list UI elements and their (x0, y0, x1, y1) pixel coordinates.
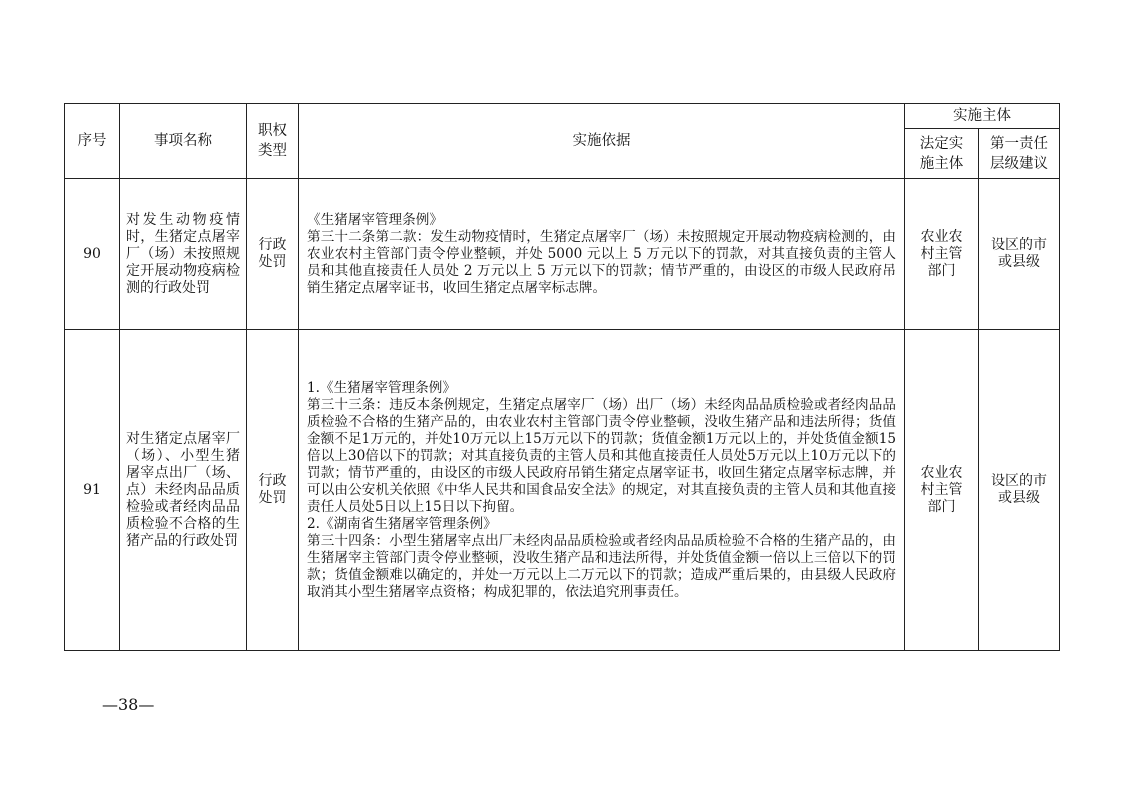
row-item-name: 对生猪定点屠宰厂（场）、小型生猪屠宰点出厂（场、点）未经肉品品质检验或者经肉品品质检验不合格的生猪产品的行政处罚 (120, 330, 247, 651)
header-subject: 实施主体 (905, 104, 1060, 129)
row-basis: 1.《生猪屠宰管理条例》 第三十三条：违反本条例规定，生猪定点屠宰厂（场）出厂（场）未经肉品品质检验或者经肉品品质检验不合格的生猪产品的，由农业农村主管部门责令停业整顿，没收生猪产品和违法所得；货值金额不足1万元的，并处10万元以上15万元以下的罚款；货值金额1万元以上的，并处货值金额15倍以上30倍以下的罚款；对其直接负责的主管人员和其他直接责任人员处5万元以上10万元以下的罚款；情节严重的，由设区的市级人民政府吊销生猪定点屠宰证书，收回生猪定点屠宰标志牌，并可以由公安机关依照《中华人民共和国食品安全法》的规定，对其直接负责的主管人员和其他直接责任人员处5日以上15日以下拘留。 2.《湖南省生猪屠宰管理条例》 第三十四条：小型生猪屠宰点出厂未经肉品品质检验或者经肉品品质检验不合格的生猪产品的，由生猪屠宰主管部门责令停业整顿，没收生猪产品和违法所得，并处货值金额一倍以上三倍以下的罚款；货值金额难以确定的，并处一万元以上二万元以下的罚款；造成严重后果的，由县级人民政府取消其小型生猪屠宰点资格；构成犯罪的，依法追究刑事责任。 (299, 330, 905, 651)
row-item-name: 对发生动物疫情时，生猪定点屠宰厂（场）未按照规定开展动物疫病检测的行政处罚 (120, 179, 247, 330)
header-basis: 实施依据 (299, 104, 905, 179)
row-legal-subject: 农业农 村主管 部门 (905, 330, 979, 651)
row-type: 行政 处罚 (247, 330, 299, 651)
header-first-level: 第一责任 层级建议 (979, 129, 1060, 179)
table-row (65, 179, 1060, 330)
header-seq: 序号 (65, 104, 120, 179)
header-legal-subject: 法定实 施主体 (905, 129, 979, 179)
header-type: 职权 类型 (247, 104, 299, 179)
header-name: 事项名称 (120, 104, 247, 179)
row-seq: 90 (65, 179, 120, 330)
row-seq: 91 (65, 330, 120, 651)
row-basis: 《生猪屠宰管理条例》 第三十二条第二款：发生动物疫情时，生猪定点屠宰厂（场）未按照规定开展动物疫病检测的，由农业农村主管部门责令停业整顿，并处 5000 元以上 5 万元以下的罚款，对其直接负责的主管人员和其他直接责任人员处 2 万元以上 5 万元以下的罚款；情节严重的，由设区的市级人民政府吊销生猪定点屠宰证书，收回生猪定点屠宰标志牌。 (299, 179, 905, 330)
authority-table (64, 103, 1060, 651)
row-type: 行政 处罚 (247, 179, 299, 330)
page-number: —38— (102, 695, 155, 714)
row-first-level: 设区的市 或县级 (979, 330, 1060, 651)
row-first-level: 设区的市 或县级 (979, 179, 1060, 330)
table-row (65, 330, 1060, 651)
row-legal-subject: 农业农 村主管 部门 (905, 179, 979, 330)
